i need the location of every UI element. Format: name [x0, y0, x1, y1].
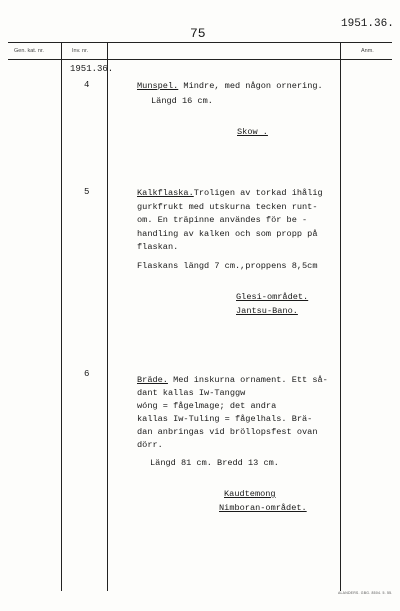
entry-number-4: 4 [84, 80, 90, 90]
entry-5-line-3: om. En träpinne användes för be - [137, 215, 308, 225]
header-bottom-rule [8, 59, 392, 60]
entry-6-line-2: dant kallas Iw-Tanggw [137, 388, 246, 398]
collection-reference: 1951.36. [341, 18, 394, 30]
column-header-gen-kat: Gen. kat. nr. [14, 48, 44, 54]
printer-imprint: ALANDERS. GBG. 8504. 5. 55. [338, 591, 393, 595]
entry-5-line-2: gurkfrukt med utskurna tecken runt- [137, 202, 318, 212]
entry-5-place-1: Glesi-området. [236, 292, 309, 302]
column-divider-1 [61, 42, 62, 591]
entry-6-title: Bräde. [137, 375, 168, 385]
entry-6-line-1: Bräde. Med inskurna ornament. Ett så- [137, 375, 328, 385]
entry-number-5: 5 [84, 187, 90, 197]
column-header-anm: Anm. [361, 48, 374, 54]
entry-5-title: Kalkflaska. [137, 188, 194, 198]
entry-5-place-2: Jantsu-Bano. [236, 306, 298, 316]
entry-6-measurements: Längd 81 cm. Bredd 13 cm. [150, 458, 279, 468]
column-divider-2 [107, 42, 108, 591]
header-top-rule [8, 42, 392, 43]
page-number: 75 [190, 26, 206, 41]
entry-5-line-5: flaskan. [137, 242, 179, 252]
collection-number: 1951.36. [70, 64, 114, 74]
column-divider-3 [340, 42, 341, 591]
entry-4-title: Munspel. [137, 81, 179, 91]
entry-6-line-5: dan anbringas vid bröllopsfest ovan [137, 427, 318, 437]
entry-4-line-1: Munspel. Mindre, med någon ornering. [137, 81, 323, 91]
entry-6-line-4: kallas Iw-Tuling = fågelhals. Brä- [137, 414, 313, 424]
entry-5-line-1: Kalkflaska.Troligen av torkad ihålig [137, 188, 323, 198]
entry-number-6: 6 [84, 369, 90, 379]
entry-5-line-4: handling av kalken och som propp på [137, 229, 318, 239]
entry-6-line-3: wóng = fågelmage; det andra [137, 401, 277, 411]
entry-6-line-6: dörr. [137, 440, 163, 450]
entry-5-measurements: Flaskans längd 7 cm.,proppens 8,5cm [137, 261, 318, 271]
entry-4-length: Längd 16 cm. [151, 96, 213, 106]
entry-6-place-2: Nimboran-området. [219, 503, 307, 513]
entry-4-collector: Skow . [237, 127, 268, 137]
entry-6-place-1: Kaudtemong [224, 489, 276, 499]
column-header-inv: Inv. nr. [72, 48, 89, 54]
